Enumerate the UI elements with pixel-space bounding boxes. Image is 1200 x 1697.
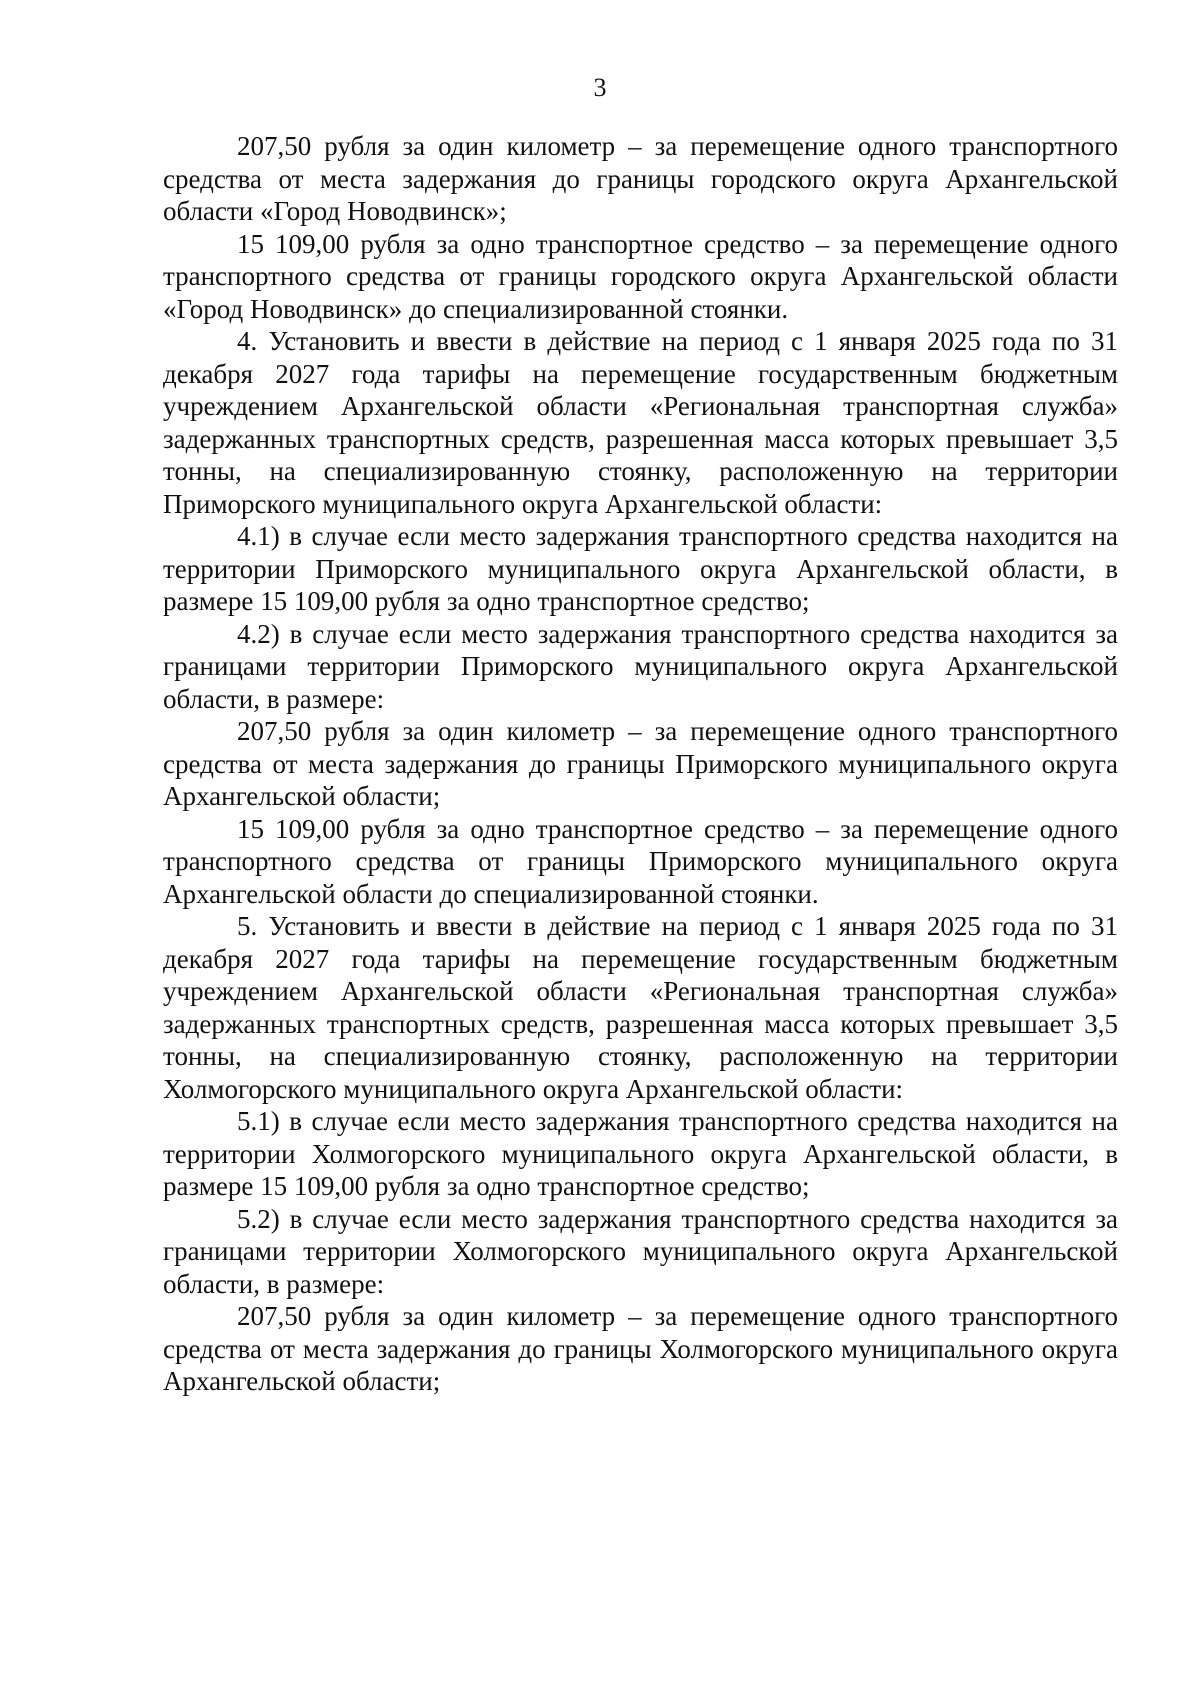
paragraph-clause-4-1: 4.1) в случае если место задержания транспортного средства находится на территории Приморского муниципального округа Архангельской области, в размере 15 109,00 рубля за одно транспортное средство; (163, 521, 1118, 616)
paragraph-tariff-vehicle-primorsky: 15 109,00 рубля за одно транспортное средство – за перемещение одного транспортного средства от границы Приморского муниципального округа Архангельской области до специализированной стоянки. (163, 813, 1118, 909)
paragraph-tariff-vehicle-novodvinsk: 15 109,00 рубля за одно транспортное средство – за перемещение одного транспортного средства от границы городского округа Архангельской области «Город Новодвинск» до специализированной стоянки. (163, 228, 1118, 324)
paragraph-tariff-km-primorsky: 207,50 рубля за один километр – за перемещение одного транспортного средства от места задержания до границы Приморского муниципального округа Архангельской области; (163, 716, 1118, 811)
paragraph-clause-5-2: 5.2) в случае если место задержания транспортного средства находится за границами территории Холмогорского муниципального округа Архангельской области, в размере: (163, 1203, 1118, 1299)
paragraph-clause-4-2: 4.2) в случае если место задержания транспортного средства находится за границами территории Приморского муниципального округа Архангельской области, в размере: (163, 618, 1118, 714)
page-number: 3 (593, 73, 607, 102)
paragraph-tariff-km-kholmogorsky: 207,50 рубля за один километр – за перемещение одного транспортного средства от места задержания до границы Холмогорского муниципального округа Архангельской области; (163, 1301, 1118, 1396)
paragraph-clause-5-1: 5.1) в случае если место задержания транспортного средства находится на территории Холмогорского муниципального округа Архангельской области, в размере 15 109,00 рубля за одно транспортное средство; (163, 1106, 1118, 1201)
document-body (163, 130, 1118, 1398)
paragraph-clause-5: 5. Установить и ввести в действие на период с 1 января 2025 года по 31 декабря 2027 года тарифы на перемещение государственным бюджетным учреждением Архангельской области «Региональная транспортная служба» задержанных транспортных средств, разрешенная масса которых превышает 3,5 тонны, на специализированную стоянку, расположенную на территории Холмогорского муниципального округа Архангельской области: (163, 911, 1118, 1104)
paragraph-clause-4: 4. Установить и ввести в действие на период с 1 января 2025 года по 31 декабря 2027 года тарифы на перемещение государственным бюджетным учреждением Архангельской области «Региональная транспортная служба» задержанных транспортных средств, разрешенная масса которых превышает 3,5 тонны, на специализированную стоянку, расположенную на территории Приморского муниципального округа Архангельской области: (163, 326, 1118, 519)
paragraph-tariff-km-novodvinsk: 207,50 рубля за один километр – за перемещение одного транспортного средства от места задержания до границы городского округа Архангельской области «Город Новодвинск»; (163, 131, 1118, 226)
